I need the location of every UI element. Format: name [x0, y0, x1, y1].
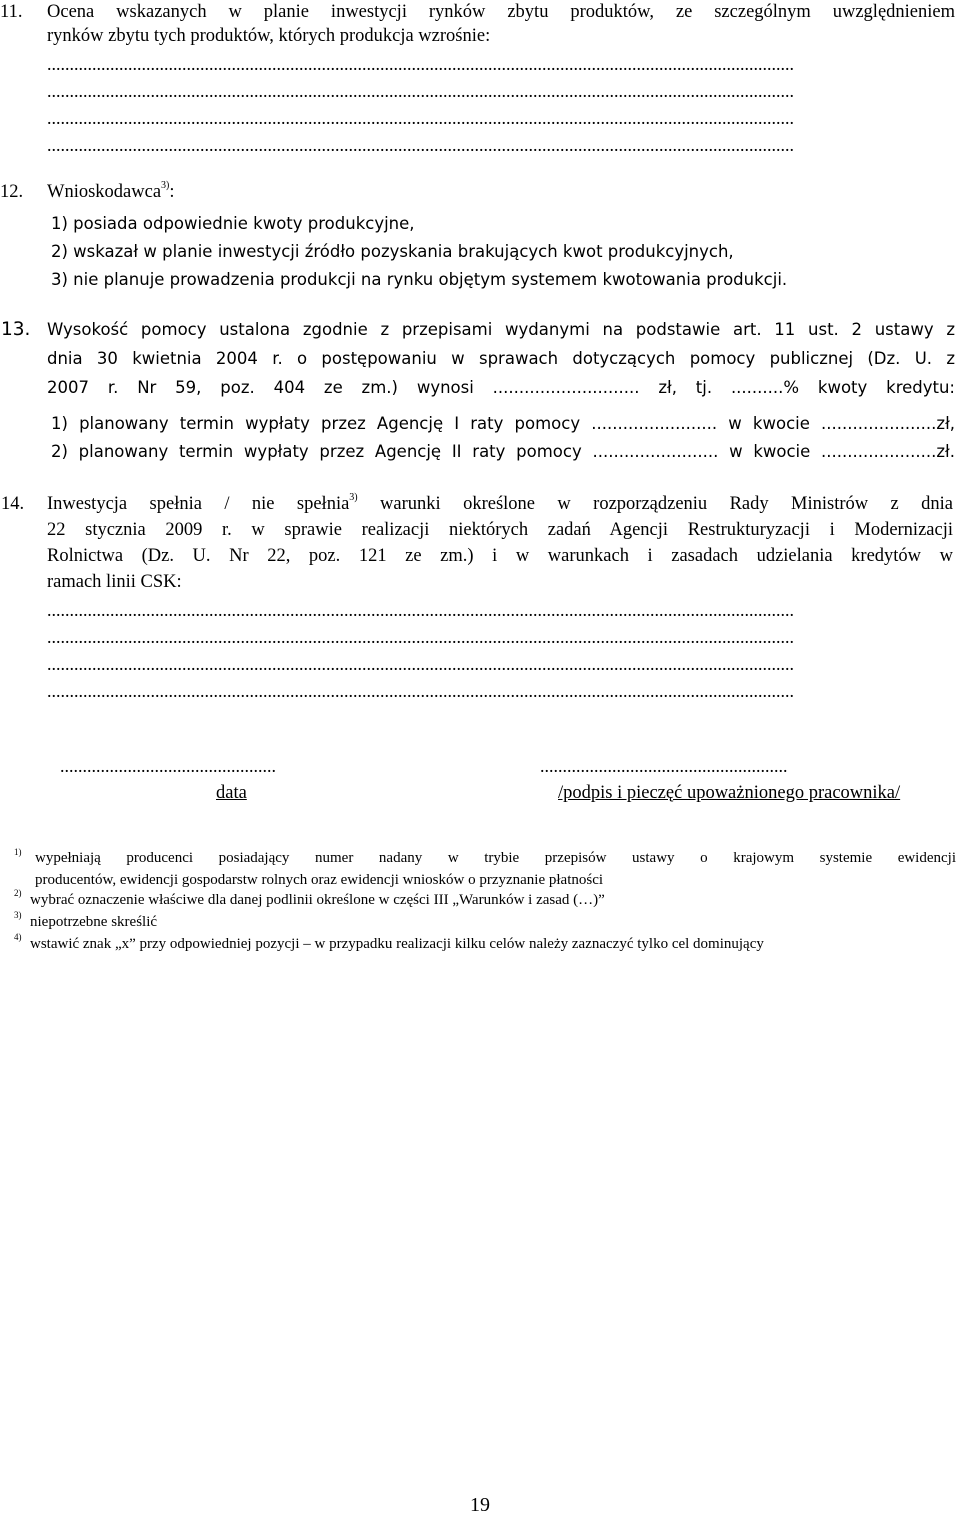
section-14-number: 14.	[1, 494, 25, 514]
footnote-3-text: niepotrzebne skreślić	[30, 914, 158, 930]
date-dotted-line: ................................................	[60, 756, 276, 776]
footnote-2-text: wybrać oznaczenie właściwe dla danej podlinii określone w części III „Warunków i zasad (…)”	[30, 892, 605, 908]
section-13-item-2: 2) planowany termin wypłaty przez Agencję II raty pomocy ........................ w kwocie ......................zł.	[51, 442, 955, 461]
footnote-2-mark: 2)	[14, 888, 22, 898]
section-12-item-2: 2) wskazał w planie inwestycji źródło pozyskania brakujących kwot produkcyjnych,	[51, 242, 734, 261]
section-14-line-1-start: Inwestycja spełnia / nie spełnia	[47, 494, 350, 514]
section-11-line-1: Ocena wskazanych w planie inwestycji rynków zbytu produktów, ze szczególnym uwzględnieniem	[47, 2, 955, 22]
section-13-line-3: 2007 r. Nr 59, poz. 404 ze zm.) wynosi ............................ zł, tj. ..........% kwoty kredytu:	[47, 378, 955, 397]
section-13-line-2: dnia 30 kwietnia 2004 r. o postępowaniu w sprawach dotyczących pomocy publicznej (Dz. U. z	[47, 349, 955, 368]
section-14-dotted-line: ......................................................................................................................................................................	[47, 600, 794, 620]
footnote-1-line-1: wypełniają producenci posiadający numer nadany w trybie przepisów ustawy o krajowym systemie ewidencji	[35, 850, 956, 866]
footnote-1-line-2: producentów, ewidencji gospodarstw rolnych oraz ewidencji wniosków o przyznanie płatności	[35, 872, 604, 888]
section-11-line-2: rynków zbytu tych produktów, których produkcja wzrośnie:	[47, 26, 491, 46]
section-14-line-1	[47, 492, 953, 516]
page-number: 19	[470, 1494, 490, 1516]
section-12-item-1: 1) posiada odpowiednie kwoty produkcyjne,	[51, 214, 415, 233]
section-14-dotted-line: ......................................................................................................................................................................	[47, 627, 794, 647]
section-12-title-text: Wnioskodawca	[47, 182, 162, 202]
section-14-line-2: 22 stycznia 2009 r. w sprawie realizacji niektórych zadań Agencji Restrukturyzacji i Modernizacji	[47, 520, 953, 540]
footnote-3-mark: 3)	[14, 910, 22, 920]
footnote-ref: 3)	[161, 179, 170, 191]
footnote-ref: 3)	[349, 491, 358, 503]
section-11-dotted-line: ......................................................................................................................................................................	[47, 135, 794, 155]
section-11-number: 11.	[0, 2, 23, 22]
section-12-title-colon: :	[169, 182, 175, 202]
date-label: data	[216, 783, 247, 803]
footnote-1-mark: 1)	[14, 847, 22, 857]
section-13-number: 13.	[1, 319, 31, 340]
section-13-item-1: 1) planowany termin wypłaty przez Agencję I raty pomocy ........................ w kwocie ......................zł,	[51, 414, 955, 433]
footnote-4-text: wstawić znak „x” przy odpowiedniej pozycji – w przypadku realizacji kilku celów należy zaznaczyć tylko cel dominujący	[30, 936, 764, 952]
section-12-number: 12.	[0, 182, 24, 202]
section-12-item-3: 3) nie planuje prowadzenia produkcji na rynku objętym systemem kwotowania produkcji.	[51, 270, 788, 289]
section-11-dotted-line: ......................................................................................................................................................................	[47, 54, 794, 74]
section-14-line-1-end: warunki określone w rozporządzeniu Rady Ministrów z dnia	[357, 494, 953, 514]
section-11-dotted-line: ......................................................................................................................................................................	[47, 81, 794, 101]
section-14-line-4: ramach linii CSK:	[47, 572, 182, 592]
section-14-dotted-line: ......................................................................................................................................................................	[47, 654, 794, 674]
signature-label: /podpis i pieczęć upoważnionego pracownika/	[558, 783, 901, 803]
section-12-title	[47, 180, 175, 204]
section-14-line-3: Rolnictwa (Dz. U. Nr 22, poz. 121 ze zm.) i w warunkach i zasadach udzielania kredytów w	[47, 546, 953, 566]
section-14-dotted-line: ......................................................................................................................................................................	[47, 681, 794, 701]
footnote-4-mark: 4)	[14, 932, 22, 942]
section-11-dotted-line: ......................................................................................................................................................................	[47, 108, 794, 128]
section-13-line-1: Wysokość pomocy ustalona zgodnie z przepisami wydanymi na podstawie art. 11 ust. 2 ustawy z	[47, 320, 955, 339]
signature-dotted-line: .......................................................	[540, 756, 788, 776]
